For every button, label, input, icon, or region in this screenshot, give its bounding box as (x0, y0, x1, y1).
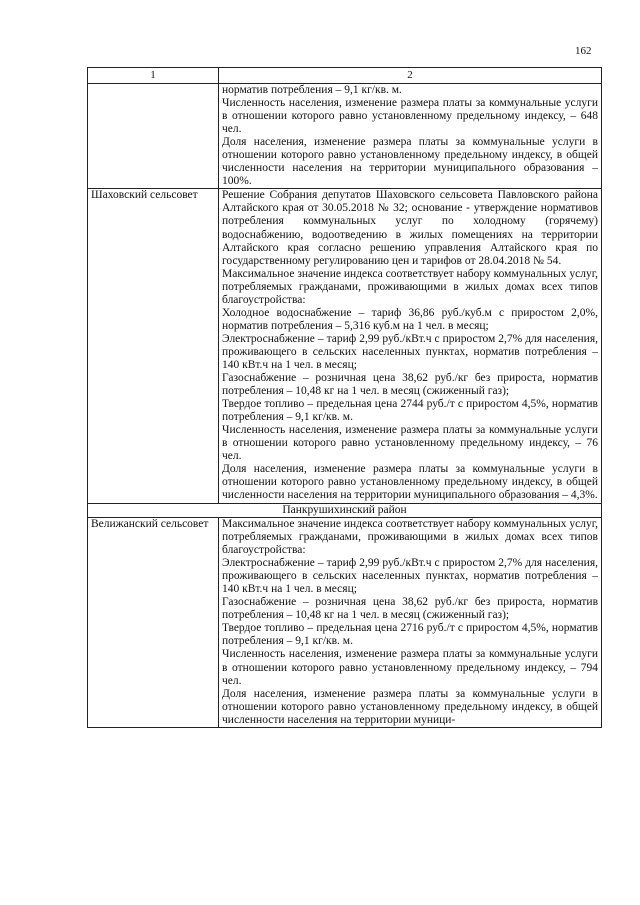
paragraph: Максимальное значение индекса соответствует набору коммунальных услуг, потребляемых гражданами, проживающими в жилых домах всех типов благоустройства: (222, 267, 598, 306)
paragraph: Газоснабжение – розничная цена 38,62 руб./кг без прироста, норматив потребления – 10,48 кг на 1 чел. в месяц (сжиженный газ); (222, 372, 598, 398)
paragraph: Газоснабжение – розничная цена 38,62 руб./кг без прироста, норматив потребления – 10,48 кг на 1 чел. в месяц (сжиженный газ); (222, 596, 598, 622)
header-col-2: 2 (219, 68, 602, 84)
municipality-text-cell (219, 518, 602, 728)
paragraph: Численность населения, изменение размера платы за коммунальные услуги в отношении которого равно установленному предельному индексу, – 76 чел. (222, 424, 598, 463)
paragraph: Решение Собрания депутатов Шаховского сельсовета Павловского района Алтайского края от 30.05.2018 № 32; основание - утверждение нормативов потребления коммунальных услуг по холодному (горячему) водоснабжению, водоотведению в жилых помещениях на территории Алтайского края согласно решению управления Алтайского края по государственному регулированию цен и тарифов от 28.04.2018 № 54. (222, 189, 598, 267)
municipality-name: Велижанский сельсовет (88, 518, 219, 728)
district-row (88, 503, 602, 518)
paragraph: Электроснабжение – тариф 2,99 руб./кВт.ч с приростом 2,7% для населения, проживающего в сельских населенных пунктах, норматив потребления – 140 кВт.ч на 1 чел. в месяц; (222, 557, 598, 596)
paragraph: Доля населения, изменение размера платы за коммунальные услуги в отношении которого равно установленному предельному индексу, в общей численности населения на территории муниципального образования – 100%. (222, 136, 598, 188)
continuation-name-cell (88, 84, 219, 189)
paragraph: Электроснабжение – тариф 2,99 руб./кВт.ч с приростом 2,7% для населения, проживающего в сельских населенных пунктах, норматив потребления – 140 кВт.ч на 1 чел. в месяц; (222, 332, 598, 371)
continuation-row (88, 84, 602, 189)
header-col-1: 1 (88, 68, 219, 84)
paragraph: Твердое топливо – предельная цена 2744 руб./т с приростом 4,5%, норматив потребления – 9,1 кг/кв. м. (222, 398, 598, 424)
table-header-row (88, 68, 602, 84)
paragraph: Численность населения, изменение размера платы за коммунальные услуги в отношении которого равно установленному предельному индексу, – 648 чел. (222, 97, 598, 136)
municipality-name: Шаховский сельсовет (88, 189, 219, 503)
paragraph: Численность населения, изменение размера платы за коммунальные услуги в отношении которого равно установленному предельному индексу, – 794 чел. (222, 648, 598, 687)
paragraph: Твердое топливо – предельная цена 2716 руб./т с приростом 4,5%, норматив потребления – 9,1 кг/кв. м. (222, 622, 598, 648)
municipal-table (87, 67, 602, 728)
table-row-shakhovsky (88, 189, 602, 503)
page-number: 162 (575, 45, 592, 57)
district-heading: Панкрушихинский район (88, 503, 602, 518)
paragraph: Холодное водоснабжение – тариф 36,86 руб./куб.м с приростом 2,0%, норматив потребления – 5,316 куб.м на 1 чел. в месяц; (222, 306, 598, 332)
paragraph: Максимальное значение индекса соответствует набору коммунальных услуг, потребляемых гражданами, проживающими в жилых домах всех типов благоустройства: (222, 518, 598, 557)
paragraph: норматив потребления – 9,1 кг/кв. м. (222, 84, 402, 96)
municipality-text-cell (219, 189, 602, 503)
paragraph: Доля населения, изменение размера платы за коммунальные услуги в отношении которого равно установленному предельному индексу, в общей численности населения на территории муниципального образования – 4,3%. (222, 463, 598, 502)
paragraph: Доля населения, изменение размера платы за коммунальные услуги в отношении которого равно установленному предельному индексу, в общей численности населения на территории муници- (222, 687, 598, 726)
table-row-velizhansky (88, 518, 602, 728)
continuation-text-cell (219, 84, 602, 189)
